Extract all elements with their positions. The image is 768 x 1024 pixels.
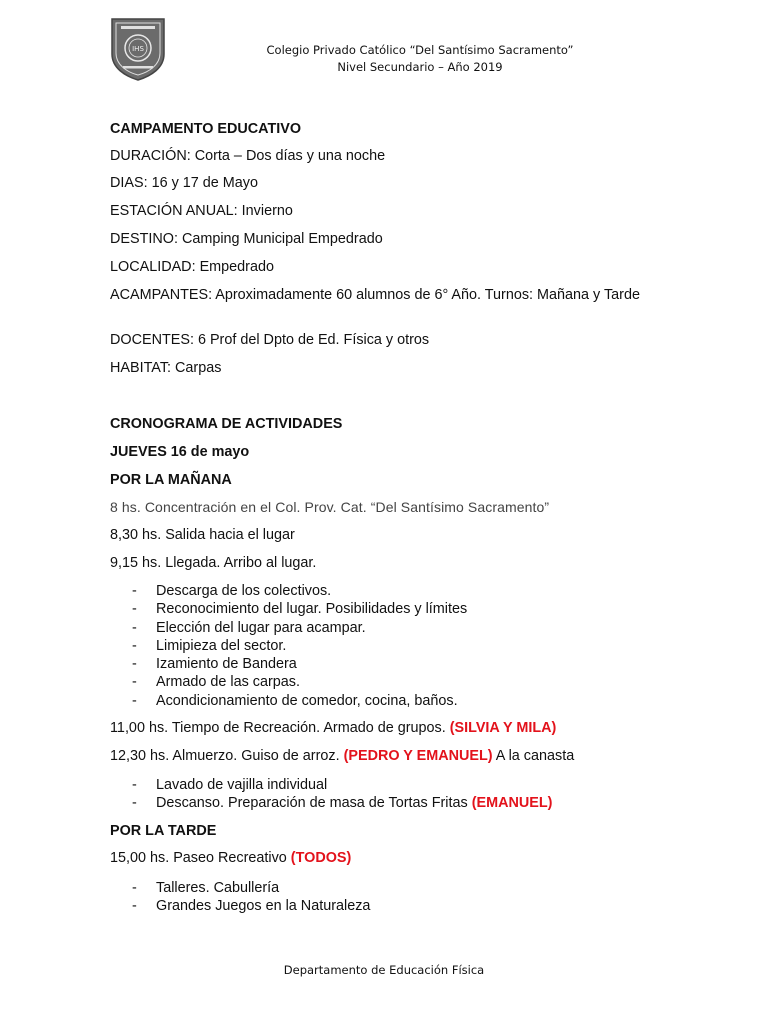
list-item: - Armado de las carpas. — [110, 673, 467, 691]
morning-heading: POR LA MAÑANA — [110, 472, 232, 488]
document-footer: Departamento de Educación Física — [283, 963, 485, 977]
afternoon-heading: POR LA TARDE — [110, 823, 217, 839]
dias-line: DIAS: 16 y 17 de Mayo — [110, 175, 258, 191]
list-item — [110, 794, 552, 812]
list-item-text: Descanso. Preparación de masa de Tortas Fritas — [156, 795, 468, 812]
schedule-1230-text: 12,30 hs. Almuerzo. Guiso de arroz. — [110, 748, 340, 764]
schedule-1230-tail: A la canasta — [495, 748, 575, 764]
destino-line: DESTINO: Camping Municipal Empedrado — [110, 231, 383, 247]
responsible-badge: (EMANUEL) — [471, 795, 553, 812]
list-item: - Acondicionamiento de comedor, cocina, baños. — [110, 692, 467, 710]
schedule-1500 — [110, 850, 351, 866]
document-header — [200, 42, 640, 76]
estacion-line: ESTACIÓN ANUAL: Invierno — [110, 203, 293, 219]
responsible-badge: (SILVIA Y MILA) — [449, 720, 557, 736]
schedule-1500-text: 15,00 hs. Paseo Recreativo — [110, 850, 287, 866]
afternoon-task-list — [110, 879, 370, 916]
schedule-1230 — [110, 748, 574, 764]
docentes-line: DOCENTES: 6 Prof del Dpto de Ed. Física y otros — [110, 332, 430, 348]
school-shield-logo — [109, 16, 167, 82]
svg-text:IHS: IHS — [132, 45, 144, 53]
responsible-badge: (PEDRO Y EMANUEL) — [343, 748, 493, 764]
lunch-task-list — [110, 776, 552, 813]
schedule-1100-text: 11,00 hs. Tiempo de Recreación. Armado de grupos. — [110, 720, 446, 736]
list-item: - Talleres. Cabullería — [110, 879, 370, 897]
responsible-badge: (TODOS) — [290, 850, 352, 866]
list-item — [110, 776, 552, 794]
schedule-0830: 8,30 hs. Salida hacia el lugar — [110, 527, 295, 543]
schedule-0915: 9,15 hs. Llegada. Arribo al lugar. — [110, 555, 317, 571]
schedule-0800: 8 hs. Concentración en el Col. Prov. Cat. “Del Santísimo Sacramento” — [110, 499, 550, 515]
schedule-1100 — [110, 720, 556, 736]
arrival-task-list — [110, 582, 467, 710]
list-item: - Grandes Juegos en la Naturaleza — [110, 897, 370, 915]
school-name: Colegio Privado Católico “Del Santísimo Sacramento” — [266, 43, 574, 57]
habitat-line: HABITAT: Carpas — [110, 360, 222, 376]
list-item: - Izamiento de Bandera — [110, 655, 467, 673]
school-level-year: Nivel Secundario – Año 2019 — [337, 60, 503, 74]
list-item: - Reconocimiento del lugar. Posibilidades y límites — [110, 600, 467, 618]
list-item: - Descarga de los colectivos. — [110, 582, 467, 600]
duracion-line: DURACIÓN: Corta – Dos días y una noche — [110, 148, 386, 164]
day-heading: JUEVES 16 de mayo — [110, 444, 250, 460]
localidad-line: LOCALIDAD: Empedrado — [110, 259, 274, 275]
cronograma-title: CRONOGRAMA DE ACTIVIDADES — [110, 416, 343, 432]
list-item-text: Lavado de vajilla individual — [156, 777, 328, 793]
list-item: - Elección del lugar para acampar. — [110, 619, 467, 637]
acampantes-line: ACAMPANTES: Aproximadamente 60 alumnos de 6° Año. Turnos: Mañana y Tarde — [110, 287, 640, 303]
list-item: - Limipieza del sector. — [110, 637, 467, 655]
camp-title: CAMPAMENTO EDUCATIVO — [110, 121, 302, 137]
